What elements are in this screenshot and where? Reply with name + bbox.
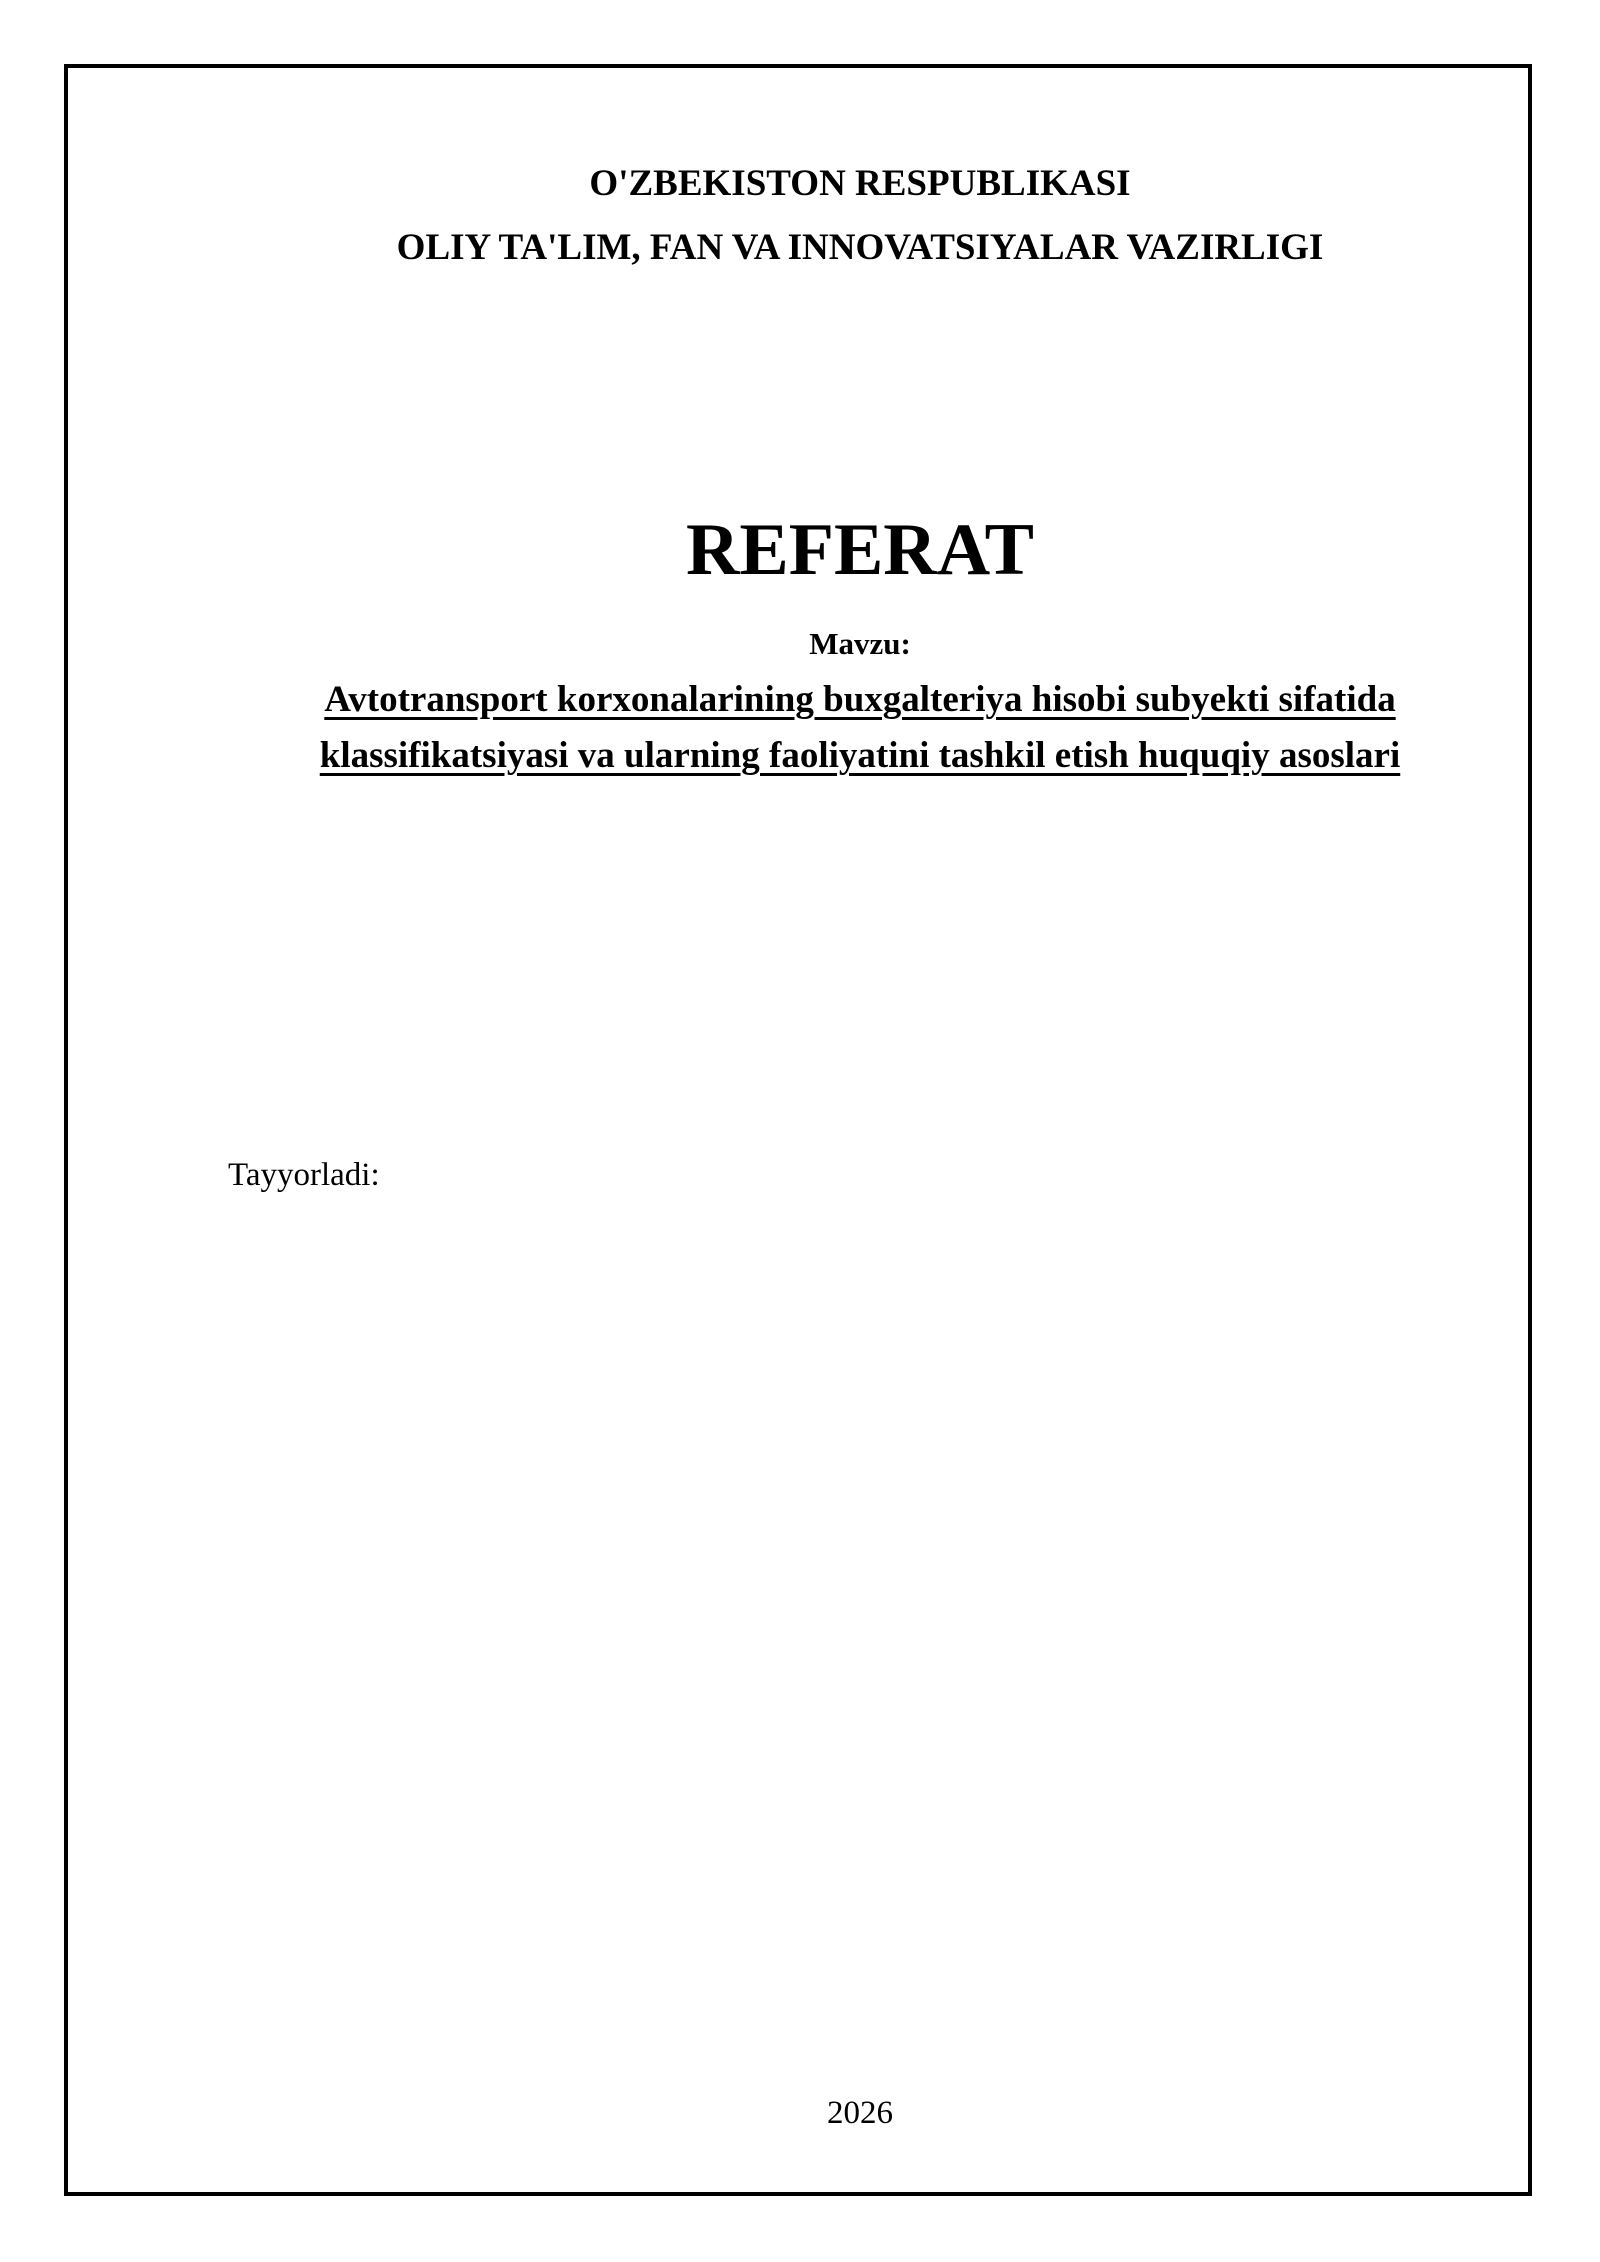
document-year: 2026 [827,2095,893,2131]
document-type-title: REFERAT [685,509,1035,591]
page-border [64,64,1532,2196]
topic-title [200,672,1520,784]
topic-label: Mavzu: [809,626,911,661]
header-line-ministry: OLIY TA'LIM, FAN VA INNOVATSIYALAR VAZIRLIGI [396,227,1324,268]
prepared-by-label: Tayyorladi: [228,1157,380,1193]
header-line-country: O'ZBEKISTON RESPUBLIKASI [589,163,1131,204]
topic-title-line-2: klassifikatsiyasi va ularning faoliyatini tashkil etish huquqiy asoslari [319,735,1401,776]
ministry-header [64,152,1600,280]
topic-title-line-1: Avtotransport korxonalarining buxgalteriya hisobi subyekti sifatida [324,679,1396,720]
